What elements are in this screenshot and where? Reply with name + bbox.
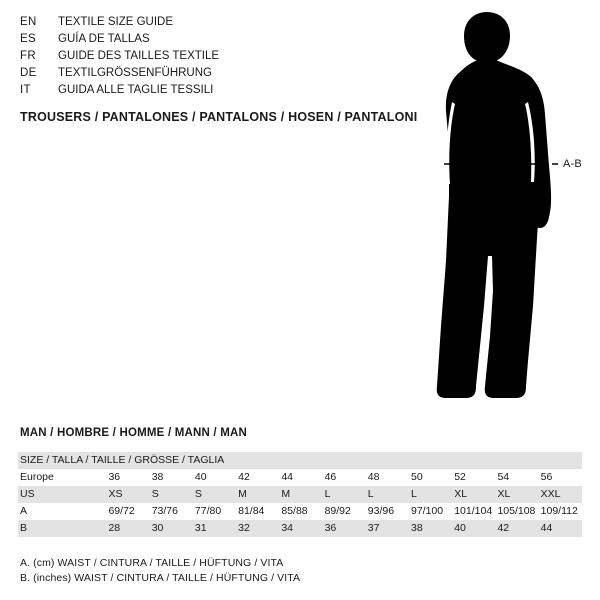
cell-a-6: 89/92 [324,505,351,517]
cell-b-4: 32 [236,520,279,537]
language-header-block [20,14,400,99]
cell-us-1: XS [106,486,149,503]
language-text-de: TEXTILGRÖSSENFÜHRUNG [58,67,212,79]
language-row-en [20,14,400,31]
language-code-it: IT [20,84,31,96]
row-label-europe: Europe [20,471,54,483]
cell-b-9: 40 [452,520,495,537]
cell-b-2: 30 [150,520,193,537]
figure-trousers-silhouette [400,6,600,406]
cell-us-7: L [366,486,409,503]
cell-a-8: 97/100 [411,505,444,517]
measure-label-ab: A-B [563,158,582,170]
cell-europe-9: 52 [454,471,466,483]
cell-europe-3: 40 [194,471,207,483]
silhouette-svg [400,6,600,406]
cell-b-3: 31 [193,520,236,537]
table-title-man: MAN / HOMBRE / HOMME / MANN / MAN [20,427,248,439]
row-label-a: A [20,505,28,517]
cell-us-2: S [150,486,193,503]
cell-a-1: 69/72 [108,505,135,517]
cell-europe-2: 38 [151,471,164,483]
cell-b-11: 44 [539,520,582,537]
cell-us-4: M [236,486,279,503]
table-header-row [18,452,582,469]
table-row [18,486,582,503]
cell-a-9: 101/104 [454,505,493,517]
cell-b-5: 34 [279,520,322,537]
cell-a-2: 73/76 [151,505,178,517]
cell-a-3: 77/80 [194,505,222,517]
language-text-it: GUIDA ALLE TAGLIE TESSILI [58,84,214,96]
cell-us-11: XXL [539,486,582,503]
cell-a-7: 93/96 [367,505,395,517]
cell-b-8: 38 [409,520,452,537]
table-row [18,520,582,537]
cell-b-10: 42 [495,520,538,537]
cell-a-4: 81/84 [238,505,265,517]
cell-europe-10: 54 [497,471,510,483]
cell-b-7: 37 [366,520,409,537]
cell-europe-4: 42 [238,471,250,483]
cell-europe-6: 46 [324,471,337,483]
cell-us-8: L [409,486,452,503]
row-label-b: B [18,520,106,537]
table-header-label: SIZE / TALLA / TAILLE / GRÖSSE / TAGLIA [18,452,582,469]
language-row-fr [20,48,400,65]
row-label-us: US [18,486,106,503]
cell-europe-1: 36 [108,471,121,483]
footnote-a: A. (cm) WAIST / CINTURA / TAILLE / HÜFTUNG / VITA [20,557,284,569]
cell-us-10: XL [495,486,538,503]
cell-a-11: 109/112 [540,505,578,517]
cell-a-10: 105/108 [497,505,536,517]
cell-europe-8: 50 [411,471,423,483]
language-text-en: TEXTILE SIZE GUIDE [58,16,174,28]
footnotes [20,556,300,586]
cell-us-6: L [323,486,366,503]
language-code-es: ES [20,33,36,45]
language-row-de [20,65,400,82]
size-table [18,452,582,537]
footnote-b: B. (inches) WAIST / CINTURA / TAILLE / HÜFTUNG / VITA [20,572,301,584]
table-row [18,503,582,520]
cell-europe-11: 56 [540,471,553,483]
cell-europe-7: 48 [367,471,380,483]
cell-us-9: XL [452,486,495,503]
cell-us-3: S [193,486,236,503]
language-code-fr: FR [20,50,36,62]
language-code-en: EN [20,16,37,28]
cell-b-1: 28 [106,520,149,537]
language-code-de: DE [20,67,37,79]
cell-us-5: M [279,486,322,503]
section-title: TROUSERS / PANTALONES / PANTALONS / HOSEN / PANTALONI [20,110,418,124]
cell-a-5: 85/88 [281,505,308,517]
cell-b-6: 36 [323,520,366,537]
language-text-fr: GUIDE DES TAILLES TEXTILE [58,50,220,62]
language-text-es: GUÍA DE TALLAS [58,33,150,45]
language-row-it [20,82,400,99]
table-row [18,469,582,486]
language-row-es [20,31,400,48]
cell-europe-5: 44 [281,471,294,483]
